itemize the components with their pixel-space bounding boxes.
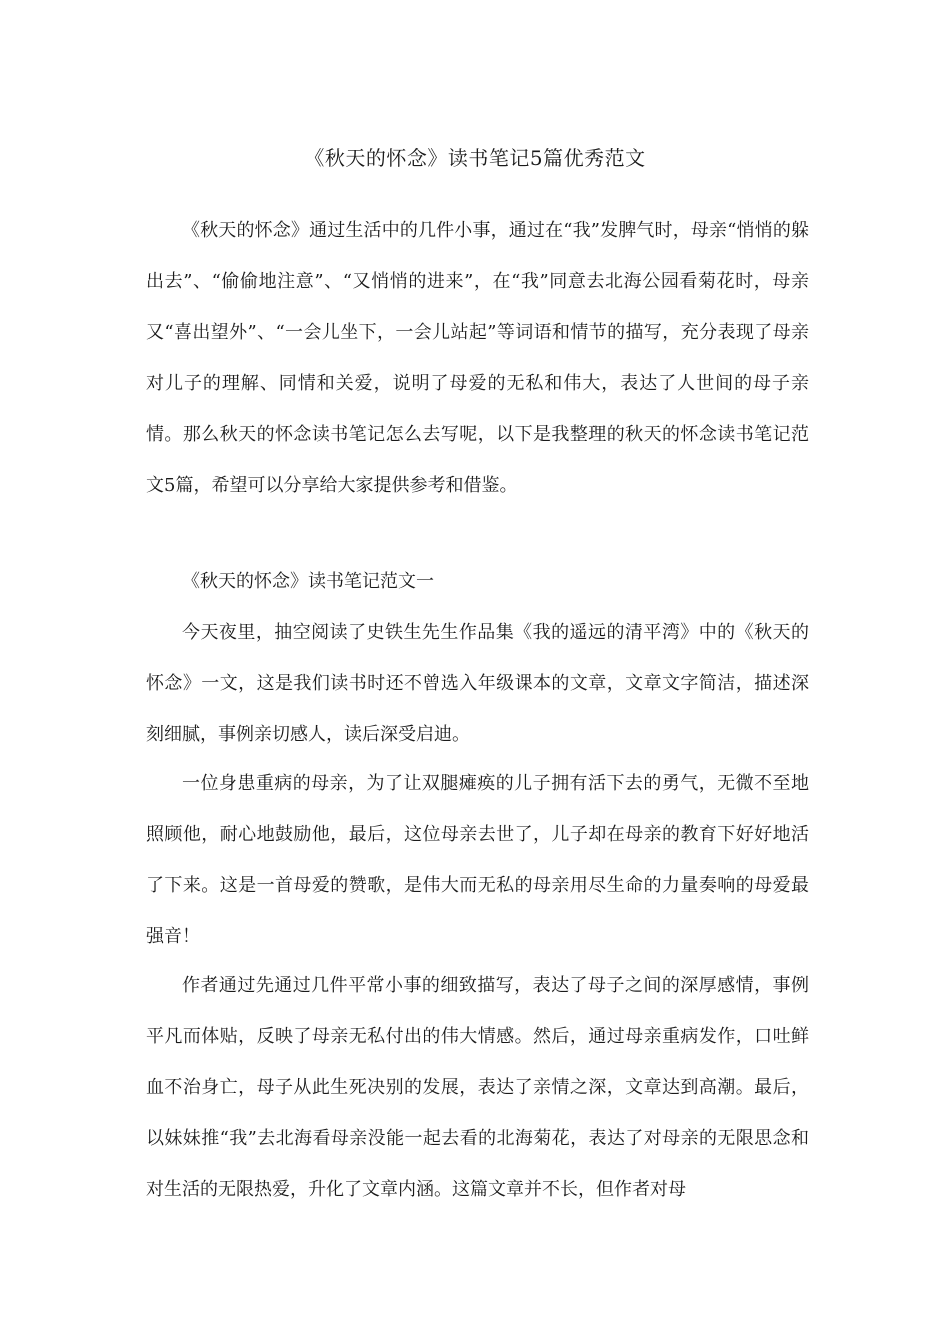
document-title: 《秋天的怀念》读书笔记5篇优秀范文 [304,146,646,170]
section-heading: 《秋天的怀念》读书笔记范文一 [182,571,434,592]
body-paragraph: 作者通过先通过几件平常小事的细致描写，表达了母子之间的深厚感情，事例平凡而体贴，反映了母亲无私付出的伟大情感。然后，通过母亲重病发作，口吐鲜血不治身亡，母子从此生死决别的发展，表达了亲情之深，文章达到高潮。最后，以妹妹推“我”去北海看母亲没能一起去看的北海菊花，表达了对母亲的无限思念和对生活的无限热爱，升化了文章内涵。这篇文章并不长，但作者对母 [146,975,809,1200]
body-paragraph: 今天夜里，抽空阅读了史铁生先生作品集《我的遥远的清平湾》中的《秋天的怀念》一文，这是我们读书时还不曾选入年级课本的文章，文章文字简洁，描述深刻细腻，事例亲切感人，读后深受启迪。 [146,622,809,745]
intro-paragraph: 《秋天的怀念》通过生活中的几件小事，通过在“我”发脾气时，母亲“悄悄的躲出去”、“偷偷地注意”、“又悄悄的进来”，在“我”同意去北海公园看菊花时，母亲又“喜出望外”、“一会儿坐下，一会儿站起”等词语和情节的描写，充分表现了母亲对儿子的理解、同情和关爱，说明了母爱的无私和伟大，表达了人世间的母子亲情。那么秋天的怀念读书笔记怎么去写呢，以下是我整理的秋天的怀念读书笔记范文5篇，希望可以分享给大家提供参考和借鉴。 [146,220,809,496]
body-paragraph: 一位身患重病的母亲，为了让双腿瘫痪的儿子拥有活下去的勇气，无微不至地照顾他，耐心地鼓励他，最后，这位母亲去世了，儿子却在母亲的教育下好好地活了下来。这是一首母爱的赞歌，是伟大而无私的母亲用尽生命的力量奏响的母爱最强音！ [146,773,809,947]
